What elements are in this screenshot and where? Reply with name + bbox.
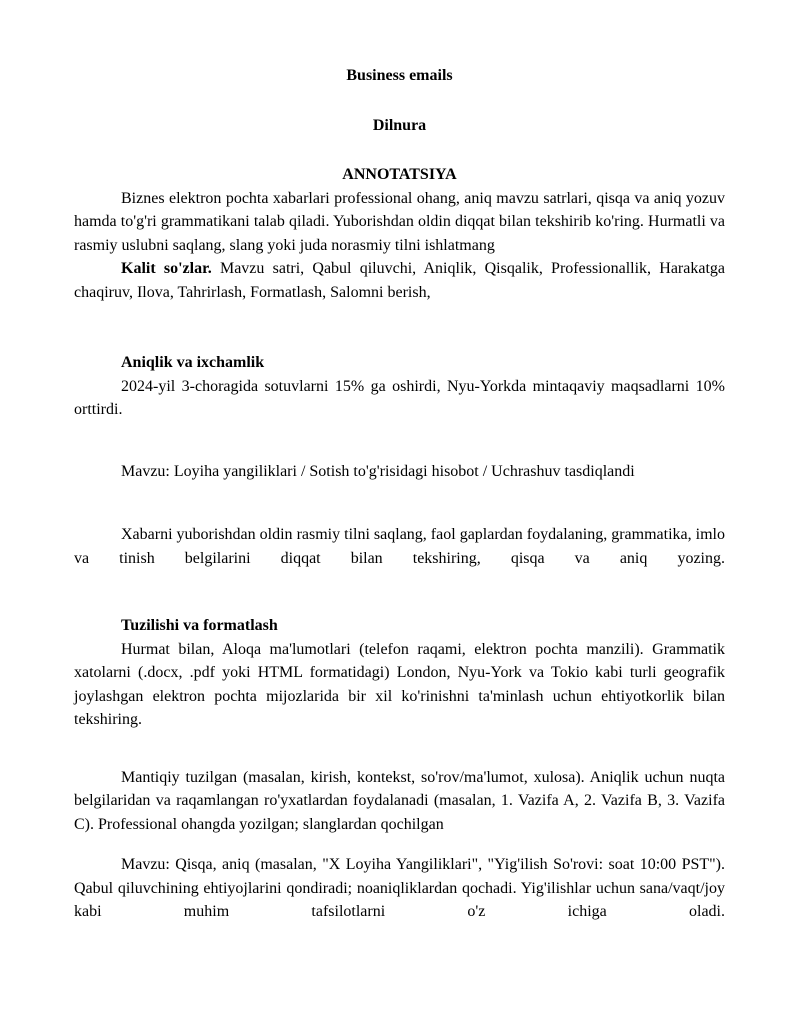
annotation-heading: ANNOTATSIYA	[342, 166, 457, 183]
document-title: Business emails	[346, 67, 453, 84]
section2-paragraph-2: Mantiqiy tuzilgan (masalan, kirish, kontekst, so'rov/ma'lumot, xulosa). Aniqlik uchun nuqta belgilaridan va raqamlangan ro'yxatlardan foydalanadi (masalan, 1. Vazifa A, 2. Vazifa B, 3. Vazifa C). Professional ohangda yozilgan; slanglardan qochilgan	[74, 768, 725, 833]
section-heading-clarity: Aniqlik va ixchamlik	[121, 354, 265, 371]
keywords-text: Mavzu satri, Qabul qiluvchi, Aniqlik, Qisqalik, Professionallik, Harakatga chaqiruv, Ilova, Tahrirlash, Formatlash, Salomni berish,	[74, 260, 726, 301]
section1-paragraph-3: Xabarni yuborishdan oldin rasmiy tilni saqlang, faol gaplardan foydalaning, grammatika, imlo va tinish belgilarini diqqat bilan tekshiring, qisqa va aniq yozing.	[74, 526, 725, 567]
keywords-paragraph	[74, 257, 725, 304]
section2-paragraph-1: Hurmat bilan, Aloqa ma'lumotlari (telefon raqami, elektron pochta manzili). Grammatik xatolarni (.docx, .pdf yoki HTML formatidagi) London, Nyu-York va Tokio kabi turli geografik joylashgan elektron pochta mijozlarida bir xil ko'rinishni ta'minlash uchun ehtiyotkorlik bilan tekshiring.	[74, 640, 725, 728]
section1-paragraph-2: Mavzu: Loyiha yangiliklari / Sotish to'g'risidagi hisobot / Uchrashuv tasdiqlandi	[121, 462, 635, 480]
section2-paragraph-3: Mavzu: Qisqa, aniq (masalan, "X Loyiha Yangiliklari", "Yig'ilish So'rovi: soat 10:00 PST"). Qabul qiluvchining ehtiyojlarini qondiradi; noaniqliklardan qochadi. Yig'ilishlar uchun sana/vaqt/joy kabi muhim tafsilotlarni o'z ichiga oladi.	[74, 856, 725, 920]
annotation-paragraph: Biznes elektron pochta xabarlari professional ohang, aniq mavzu satrlari, qisqa va aniq yozuv hamda to'g'ri grammatikani talab qiladi. Yuborishdan oldin diqqat bilan tekshirib ko'ring. Hurmatli va rasmiy uslubni saqlang, slang yoki juda norasmiy tilni ishlatmang	[74, 189, 725, 254]
section-heading-structure: Tuzilishi va formatlash	[121, 617, 278, 634]
keywords-label: Kalit so'zlar.	[121, 260, 212, 277]
document-page	[74, 64, 725, 924]
author-name: Dilnura	[372, 116, 427, 134]
section1-paragraph-1: 2024-yil 3-choragida sotuvlarni 15% ga oshirdi, Nyu-Yorkda mintaqaviy maqsadlarni 10% orttirdi.	[74, 377, 725, 418]
